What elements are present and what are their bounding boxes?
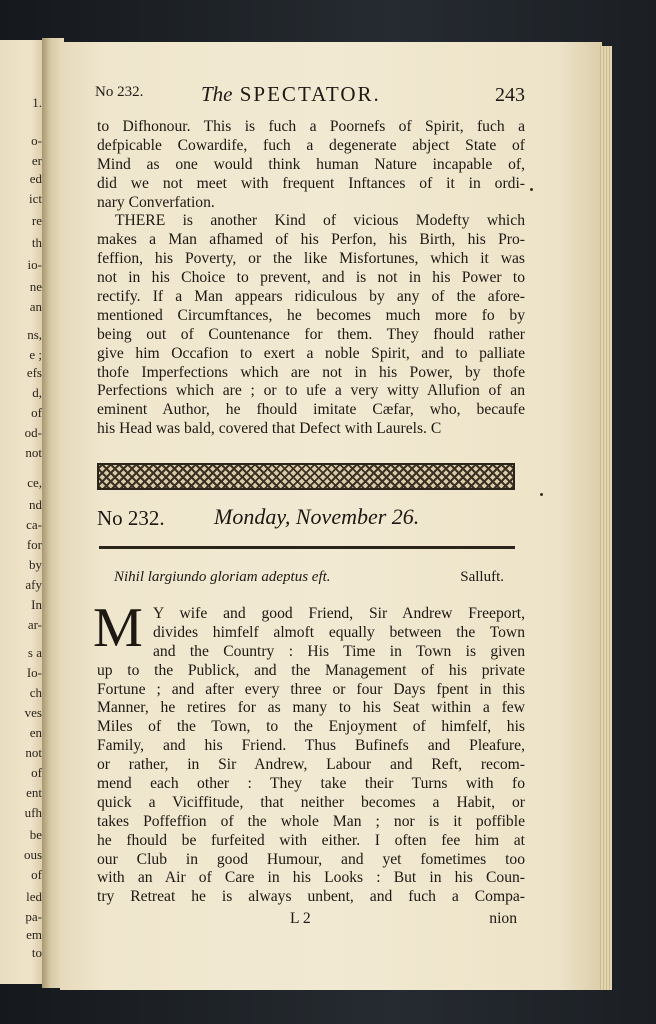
left-page-fragment: er: [31, 153, 42, 168]
text-line: makes a Man afhamed of his Perfon, his Birth, his Pro-: [97, 231, 525, 249]
drop-cap: M: [93, 597, 143, 659]
text-line: Y wife and good Friend, Sir Andrew Freeport,: [153, 605, 525, 622]
page-footer: [97, 910, 517, 930]
left-page-fragment: io-: [27, 257, 42, 272]
text-line: or rather, in Sir Andrew, Labour and Reft, recom-: [97, 756, 525, 774]
text-line: he fhould be furfeited with either. I often fee him at: [97, 831, 525, 849]
text-line: being out of Countenance for them. They fhould rather: [97, 325, 525, 343]
left-page-fragment: pa-: [25, 909, 42, 924]
left-page-fragment: ne: [29, 279, 42, 294]
left-page-fragment: ous: [23, 847, 42, 862]
paper-speck: [540, 493, 543, 496]
left-page-fragment: to: [31, 945, 42, 960]
left-page-fragment: of: [31, 867, 42, 882]
left-page-fragment: ch: [29, 685, 42, 700]
text-line: THERE is another Kind of vicious Modefty which: [115, 212, 525, 230]
essay-body: [97, 605, 525, 907]
left-page-fragment: en: [29, 725, 42, 740]
text-line: quick a Viciffitude, that neither becomes a Habit, or: [97, 793, 525, 811]
left-page-fragment: th: [31, 235, 42, 250]
issue-date: Monday, November 26.: [214, 504, 420, 529]
left-page-fragment: nd: [29, 497, 42, 512]
left-page-fragment: ns,: [27, 327, 42, 342]
left-page-fragment: be: [29, 827, 42, 842]
text-line: try Retreat he is always unbent, and fuch a Compa-: [97, 888, 525, 906]
left-page-fragment: od-: [24, 425, 42, 440]
left-page-fragment: not: [25, 445, 42, 460]
left-page-fragment: s a: [27, 645, 42, 660]
text-line: thofe Imperfections which are not in his Power, by thofe: [97, 363, 525, 381]
text-line: Mind as one would think human Nature incapable of,: [97, 155, 525, 173]
text-line: not in his Choice to prevent, and is not in his Power to: [97, 269, 525, 287]
left-page-fragment: e ;: [29, 347, 42, 362]
text-line: Miles of the Town, to the Enjoyment of himfelf, his: [97, 718, 525, 736]
left-page-fragment: afy: [25, 577, 42, 592]
left-page-fragment: ent: [26, 785, 42, 800]
left-page-fragment: an: [29, 299, 42, 314]
heading-rule: [99, 546, 515, 549]
text-line: nary Converfation.: [97, 193, 215, 211]
left-page-fragment: o-: [31, 133, 42, 148]
left-page-fragment: ves: [24, 705, 42, 720]
left-page-fragment: ca-: [26, 517, 42, 532]
left-page-fragment: not: [25, 745, 42, 760]
text-line: Fortune ; and after every three or four Days fpent in this: [97, 680, 525, 698]
text-line: eminent Author, he fhould imitate Cæfar, who, becaufe: [97, 401, 525, 419]
paper-speck: [530, 188, 533, 191]
page-edges: [600, 46, 612, 990]
text-line: mentioned Circumftances, he becomes much more fo by: [97, 306, 525, 324]
text-line: Perfections which are ; or to ufe a very witty Allufion of an: [97, 382, 525, 400]
text-line: rectify. If a Man appears ridiculous by any of the afore-: [97, 288, 525, 306]
continued-essay: [97, 118, 525, 439]
left-page-fragment: by: [29, 557, 42, 572]
text-line: and the Country : His Time in Town is given: [153, 642, 525, 660]
left-page-fragment: led: [26, 889, 42, 904]
left-page-fragment: ict: [29, 191, 42, 206]
running-head-title: [201, 82, 381, 107]
text-line: Family, and his Friend. Thus Bufinefs and Pleafure,: [97, 737, 525, 755]
left-page-fragment: of: [31, 765, 42, 780]
title-the: The: [201, 82, 233, 106]
catchword: nion: [489, 910, 517, 927]
left-page-fragment: ar-: [27, 617, 42, 632]
text-line: divides himfelf almoft equally between the Town: [153, 623, 525, 641]
text-line: to Difhonour. This is fuch a Poornefs of Spirit, fuch a: [97, 118, 525, 135]
left-page-fragment: for: [26, 537, 42, 552]
running-head-number: No 232.: [95, 84, 144, 100]
text-line: our Club in good Humour, and yet fometimes too: [97, 850, 525, 868]
text-line: with an Air of Care in his Looks : But in his Coun-: [97, 869, 525, 887]
text-line: up to the Publick, and the Management of his private: [97, 661, 525, 679]
issue-number: No 232.: [97, 506, 165, 530]
text-line: did we not meet with frequent Inftances of it in ordi-: [97, 174, 525, 192]
running-head: [95, 84, 525, 114]
left-page-fragment: ufh: [24, 805, 42, 820]
motto-source: Salluft.: [460, 569, 504, 585]
title-spectator: SPECTATOR.: [239, 82, 381, 106]
left-page-fragment: ce,: [27, 475, 42, 490]
left-page-fragment: 1.: [32, 95, 42, 110]
page-number: 243: [495, 84, 525, 106]
text-line: mend each other : They take their Turns with fo: [97, 775, 525, 793]
text-line: give him Occafion to exert a noble Spirit, and to palliate: [97, 344, 525, 362]
text-line: feffion, his Poverty, or the like Misfortunes, which it was: [97, 250, 525, 268]
left-page-fragment: efs: [26, 365, 42, 380]
issue-heading: [97, 504, 517, 538]
signature-mark: L 2: [290, 910, 311, 927]
left-page-fragment: of: [31, 405, 42, 420]
left-page-fragment: em: [26, 927, 42, 942]
left-page-fragment: ed: [29, 171, 42, 186]
ornamental-divider: [97, 463, 515, 490]
text-line: Manner, he retires for as many to his Seat within a few: [97, 699, 525, 717]
left-page-fragment: In: [31, 597, 42, 612]
left-page-fragment: re: [31, 213, 42, 228]
text-line: his Head was bald, covered that Defect with Laurels. C: [97, 420, 442, 438]
left-facing-page: [0, 40, 44, 984]
motto-text: Nihil largiundo gloriam adeptus eft.: [114, 569, 331, 585]
left-page-fragment: d,: [32, 385, 42, 400]
text-line: defpicable Cowardife, fuch a degenerate abject State of: [97, 136, 525, 154]
left-page-fragment: Io-: [26, 665, 42, 680]
text-line: takes Poffeffion of the whole Man ; nor is it poffible: [97, 812, 525, 830]
